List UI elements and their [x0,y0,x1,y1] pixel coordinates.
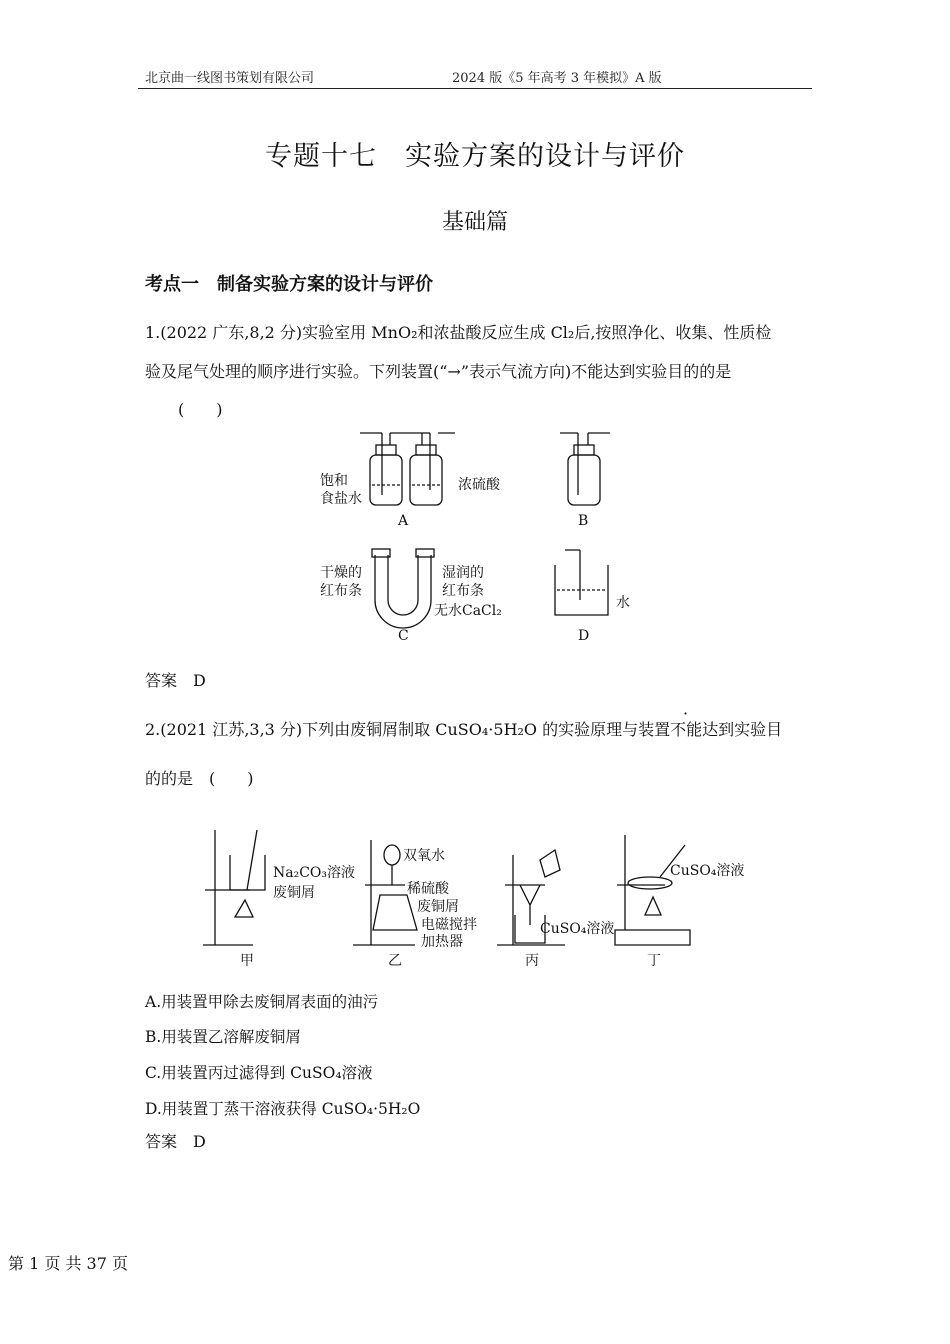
apparatus-D [555,550,608,615]
ding-caption: 丁 [647,953,661,969]
apparatus-jia [203,830,265,945]
page-subtitle: 基础篇 [441,210,508,235]
A-label-left1: 饱和 [320,473,348,489]
q2-answer: 答案 D [145,1132,206,1151]
jia-label1: Na₂CO₃溶液 [273,865,356,881]
C-label-bottom: 无水CaCl₂ [434,603,502,619]
A-label-left2: 食盐水 [320,491,362,507]
q1-line1: 1.(2022 广东,8,2 分)实验室用 MnO₂和浓盐酸反应生成 Cl₂后,按照净化、收集、性质检 [145,323,772,342]
A-label-right: 浓硫酸 [458,477,500,493]
yi-label4: 电磁搅拌 [421,917,477,933]
C-caption: C [398,628,409,644]
D-caption: D [578,628,590,644]
q2-line1 [145,720,782,740]
apparatus-C [372,549,434,628]
ding-label1: CuSO₄溶液 [670,863,745,879]
q1-answer: 答案 D [145,671,206,690]
header-rule [138,88,812,89]
C-label-left2: 红布条 [320,583,362,599]
q2-option-d: D.用装置丁蒸干溶液获得 CuSO₄·5H₂O [145,1100,421,1118]
page-footer: 第 1 页 共 37 页 [8,1254,128,1273]
jia-label2: 废铜屑 [273,885,315,901]
D-label-water: 水 [616,595,630,611]
bing-caption: 丙 [525,953,539,969]
yi-label2: 稀硫酸 [407,881,449,897]
q2-option-a: A.用装置甲除去废铜屑表面的油污 [145,993,379,1011]
q2-line1-post: 达到实验目 [702,720,783,739]
yi-label1: 双氧水 [403,848,445,864]
jia-caption: 甲 [240,953,254,969]
apparatus-ding [615,835,690,945]
C-label-right2: 红布条 [442,583,484,599]
page-title: 专题十七 实验方案的设计与评价 [265,141,685,172]
section-heading: 考点一 制备实验方案的设计与评价 [145,274,433,295]
q1-blank: ( ) [178,400,223,419]
q2-figure [195,805,785,970]
C-label-left1: 干燥的 [320,565,362,581]
header-edition: 2024 版《5 年高考 3 年模拟》A 版 [452,71,662,86]
q2-line1-pre: 2.(2021 江苏,3,3 分)下列由废铜屑制取 CuSO₄·5H₂O 的实验原理与装置 [145,720,671,739]
apparatus-B [560,433,610,505]
q2-emphasis: 不能 [670,720,703,739]
header-publisher: 北京曲一线图书策划有限公司 [145,71,315,86]
C-label-right1: 湿润的 [442,565,484,581]
A-caption: A [398,513,409,529]
apparatus-A [360,433,455,505]
B-caption: B [578,513,589,529]
q1-line2: 验及尾气处理的顺序进行实验。下列装置(“→”表示气流方向)不能达到实验目的的是 [145,362,732,381]
q2-option-b: B.用装置乙溶解废铜屑 [145,1028,301,1046]
q2-option-c: C.用装置丙过滤得到 CuSO₄溶液 [145,1064,373,1082]
yi-label3: 废铜屑 [417,899,459,915]
q2-line2: 的的是 ( ) [145,769,254,788]
q1-figure [310,425,640,650]
yi-label5: 加热器 [421,934,463,950]
yi-caption: 乙 [388,953,402,969]
bing-label1: CuSO₄溶液 [540,921,615,937]
